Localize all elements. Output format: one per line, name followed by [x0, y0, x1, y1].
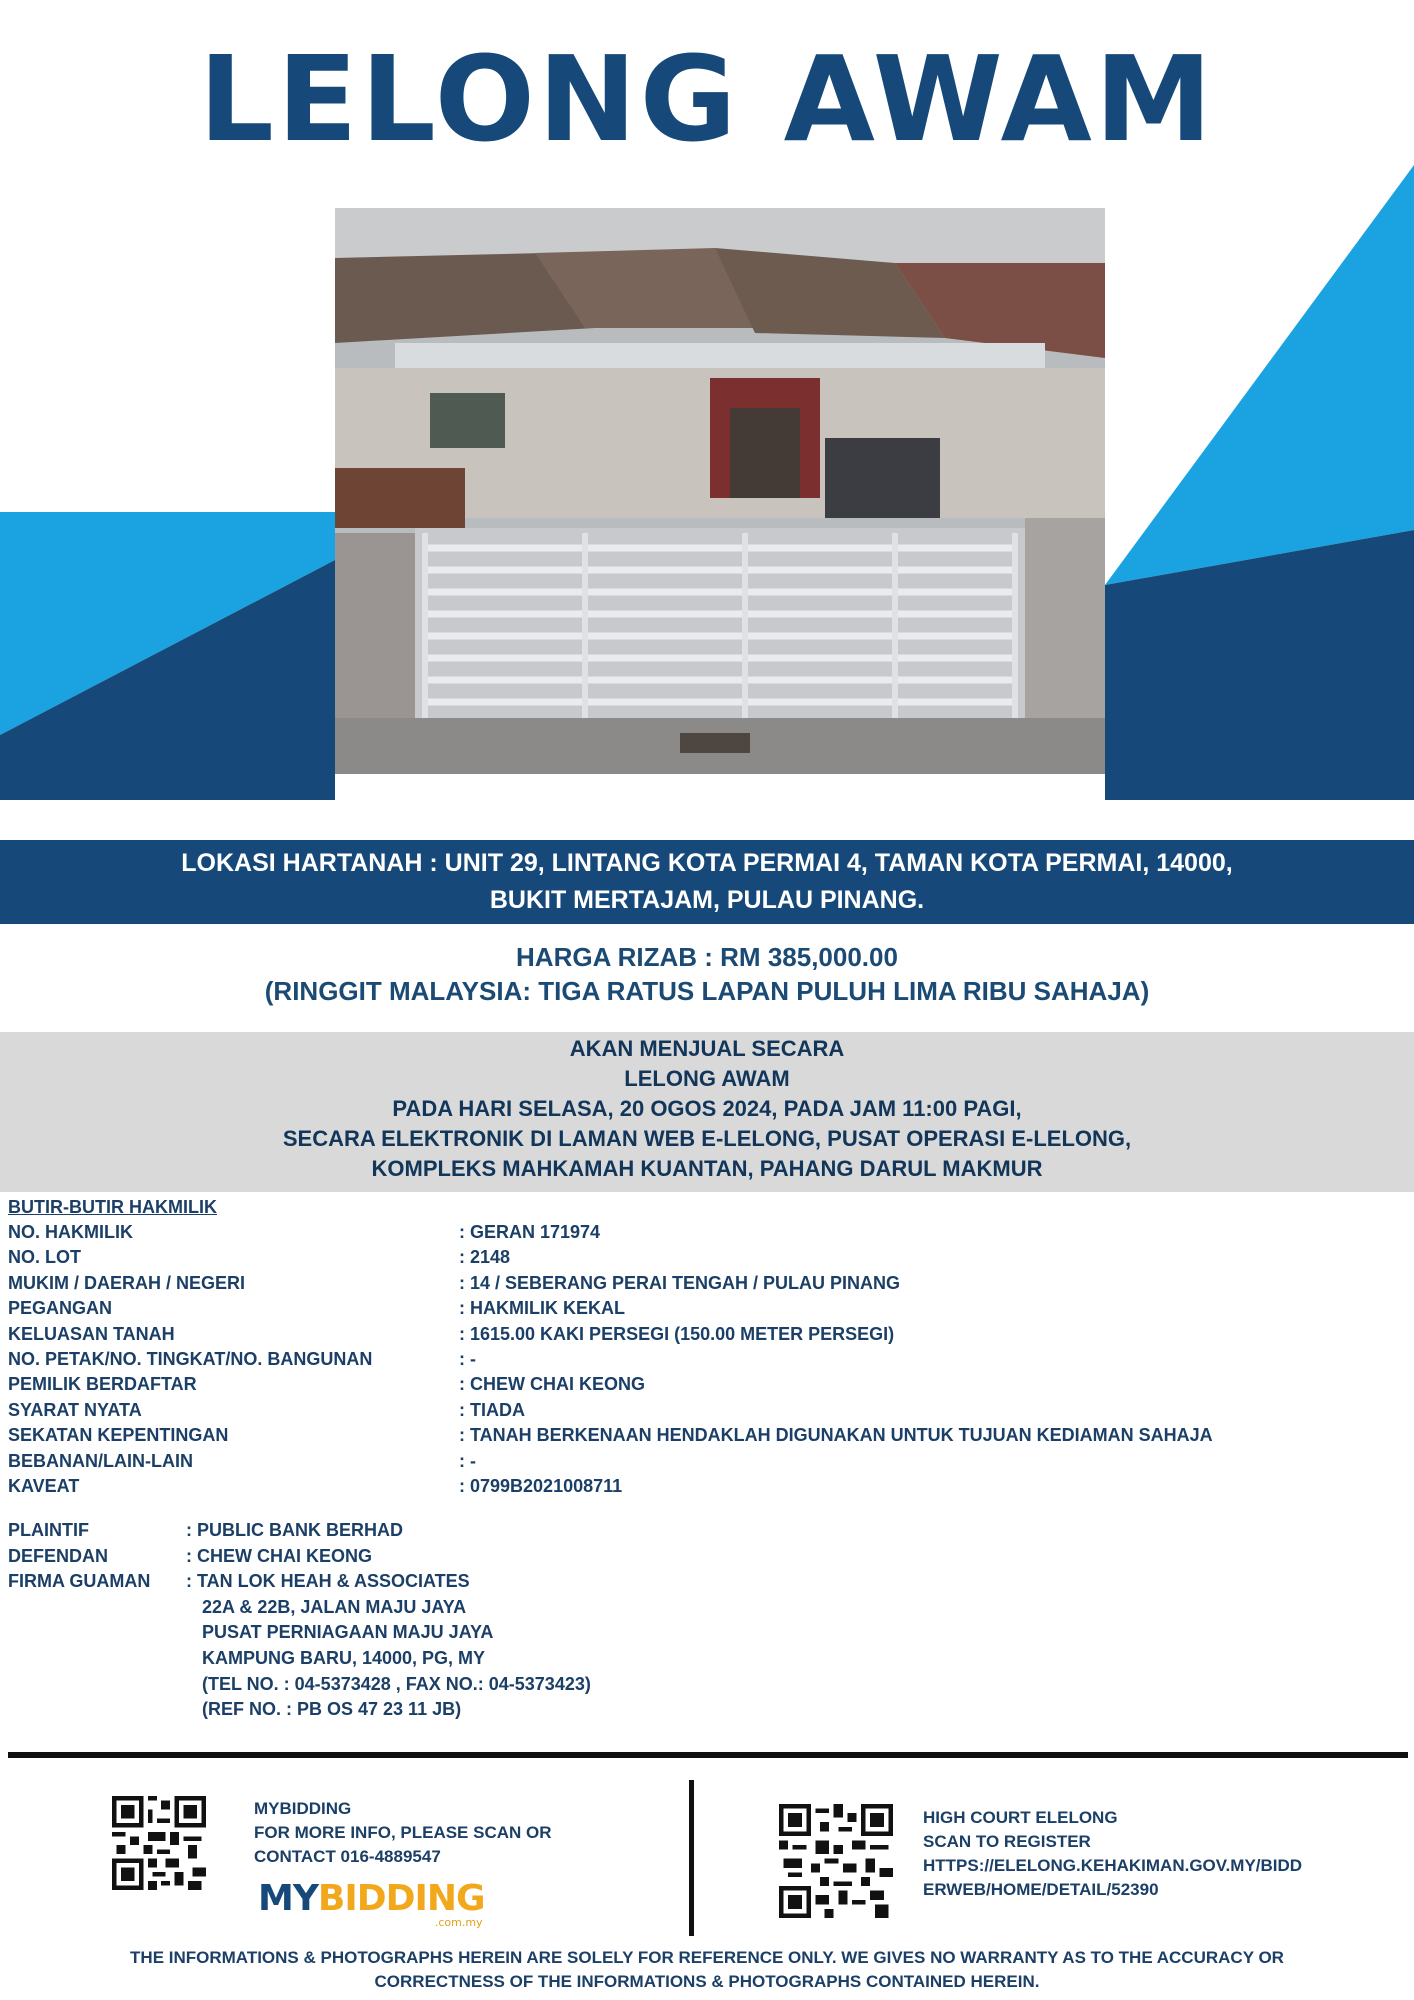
detail-label: NO. PETAK/NO. TINGKAT/NO. BANGUNAN: [8, 1349, 373, 1370]
detail-label: NO. LOT: [8, 1247, 81, 1268]
elelong-name: HIGH COURT ELELONG: [923, 1808, 1118, 1827]
location-line-1: LOKASI HARTANAH : UNIT 29, LINTANG KOTA PERMAI 4, TAMAN KOTA PERMAI, 14000,: [181, 849, 1233, 877]
detail-row: [8, 1347, 1408, 1372]
reserve-price: [0, 940, 1414, 1008]
detail-value: : CHEW CHAI KEONG: [459, 1374, 645, 1395]
detail-row: [8, 1449, 1408, 1474]
disclaimer-line-2: CORRECTNESS OF THE INFORMATIONS & PHOTOGRAPHS CONTAINED HEREIN.: [374, 1972, 1040, 1991]
law-firm-value: : TAN LOK HEAH & ASSOCIATES: [186, 1571, 470, 1592]
defendant-row: [8, 1544, 591, 1570]
detail-row: [8, 1398, 1408, 1423]
elelong-scan-text: SCAN TO REGISTER: [923, 1832, 1091, 1851]
logo-domain: .com.my: [434, 1916, 483, 1929]
page-title: LELONG AWAM: [198, 30, 1216, 168]
elelong-qr-code[interactable]: [779, 1804, 893, 1918]
title-details-heading: BUTIR-BUTIR HAKMILIK: [8, 1197, 217, 1217]
location-band: [0, 840, 1414, 924]
detail-label: PEGANGAN: [8, 1298, 113, 1319]
disclaimer: [0, 1946, 1414, 1994]
firm-address-line: 22A & 22B, JALAN MAJU JAYA: [202, 1596, 467, 1617]
mybidding-contact: CONTACT 016-4889547: [254, 1847, 441, 1866]
price-line-1: HARGA RIZAB : RM 385,000.00: [516, 942, 898, 972]
detail-row: [8, 1474, 1408, 1499]
plaintiff-label: PLAINTIF: [8, 1520, 89, 1540]
auction-line: PADA HARI SELASA, 20 OGOS 2024, PADA JAM 11:00 PAGI,: [392, 1096, 1022, 1121]
detail-value: : 1615.00 KAKI PERSEGI (150.00 METER PERSEGI): [459, 1323, 895, 1344]
detail-row: [8, 1245, 1408, 1270]
detail-value: : TIADA: [459, 1399, 525, 1420]
title-details: [8, 1195, 1408, 1499]
detail-value: : HAKMILIK KEKAL: [459, 1298, 625, 1319]
mybidding-info: [254, 1797, 552, 1869]
mybidding-qr-code[interactable]: [112, 1796, 206, 1890]
plaintiff-value: : PUBLIC BANK BERHAD: [186, 1520, 403, 1540]
detail-row: [8, 1372, 1408, 1397]
firm-contact-line: (TEL NO. : 04-5373428 , FAX NO.: 04-5373423): [202, 1673, 591, 1694]
firm-address-line: PUSAT PERNIAGAAN MAJU JAYA: [202, 1622, 494, 1643]
law-firm-row: [8, 1569, 591, 1595]
defendant-value: : CHEW CHAI KEONG: [186, 1545, 372, 1566]
detail-label: KELUASAN TANAH: [8, 1323, 175, 1344]
detail-label: SEKATAN KEPENTINGAN: [8, 1425, 229, 1446]
auction-line: SECARA ELEKTRONIK DI LAMAN WEB E-LELONG, PUSAT OPERASI E-LELONG,: [282, 1126, 1132, 1151]
mybidding-name: MYBIDDING: [254, 1799, 352, 1818]
detail-value: : 0799B2021008711: [459, 1476, 623, 1497]
detail-label: PEMILIK BERDAFTAR: [8, 1374, 197, 1395]
auction-line: LELONG AWAM: [624, 1066, 790, 1091]
detail-label: SYARAT NYATA: [8, 1399, 142, 1420]
parties: [8, 1518, 591, 1723]
detail-row: [8, 1220, 1408, 1245]
auction-line: KOMPLEKS MAHKAMAH KUANTAN, PAHANG DARUL MAKMUR: [371, 1156, 1043, 1181]
elelong-url-line-1[interactable]: HTTPS://ELELONG.KEHAKIMAN.GOV.MY/BIDD: [923, 1856, 1303, 1875]
elelong-url-line-2[interactable]: ERWEB/HOME/DETAIL/52390: [923, 1880, 1159, 1899]
logo-text-my: MY: [258, 1878, 318, 1919]
mybidding-logo: [258, 1878, 485, 1929]
auction-notice: [0, 1032, 1414, 1192]
detail-value: : -: [459, 1349, 476, 1370]
detail-label: BEBANAN/LAIN-LAIN: [8, 1450, 193, 1471]
logo-text-bidding: BIDDING: [317, 1878, 485, 1919]
detail-label: KAVEAT: [8, 1476, 80, 1497]
detail-value: : TANAH BERKENAAN HENDAKLAH DIGUNAKAN UNTUK TUJUAN KEDIAMAN SAHAJA: [459, 1425, 1213, 1446]
footer-vertical-divider: [689, 1780, 694, 1936]
detail-label: MUKIM / DAERAH / NEGERI: [8, 1272, 246, 1293]
location-line-2: BUKIT MERTAJAM, PULAU PINANG.: [489, 886, 925, 914]
detail-label: NO. HAKMILIK: [8, 1222, 133, 1242]
detail-row: [8, 1296, 1408, 1321]
detail-row: [8, 1271, 1408, 1296]
footer-divider: [8, 1752, 1408, 1758]
mybidding-scan-text: FOR MORE INFO, PLEASE SCAN OR: [254, 1823, 552, 1842]
disclaimer-line-1: THE INFORMATIONS & PHOTOGRAPHS HEREIN ARE SOLELY FOR REFERENCE ONLY. WE GIVES NO WARRANTY AS TO THE ACCURACY OR: [130, 1948, 1284, 1967]
detail-value: : 14 / SEBERANG PERAI TENGAH / PULAU PINANG: [459, 1272, 901, 1293]
detail-value: : -: [459, 1450, 476, 1471]
detail-value: : GERAN 171974: [459, 1222, 601, 1242]
elelong-info: [923, 1806, 1302, 1902]
detail-row: [8, 1423, 1408, 1448]
plaintiff-row: [8, 1518, 591, 1544]
auction-line: AKAN MENJUAL SECARA: [569, 1036, 845, 1061]
firm-reference-line: (REF NO. : PB OS 47 23 11 JB): [202, 1699, 462, 1720]
firm-address-line: KAMPUNG BARU, 14000, PG, MY: [202, 1647, 486, 1668]
property-photo: [335, 208, 1105, 774]
defendant-label: DEFENDAN: [8, 1545, 109, 1566]
law-firm-label: FIRMA GUAMAN: [8, 1571, 151, 1592]
detail-row: [8, 1322, 1408, 1347]
price-line-2: (RINGGIT MALAYSIA: TIGA RATUS LAPAN PULUH LIMA RIBU SAHAJA): [264, 976, 1150, 1006]
detail-value: : 2148: [459, 1247, 511, 1268]
